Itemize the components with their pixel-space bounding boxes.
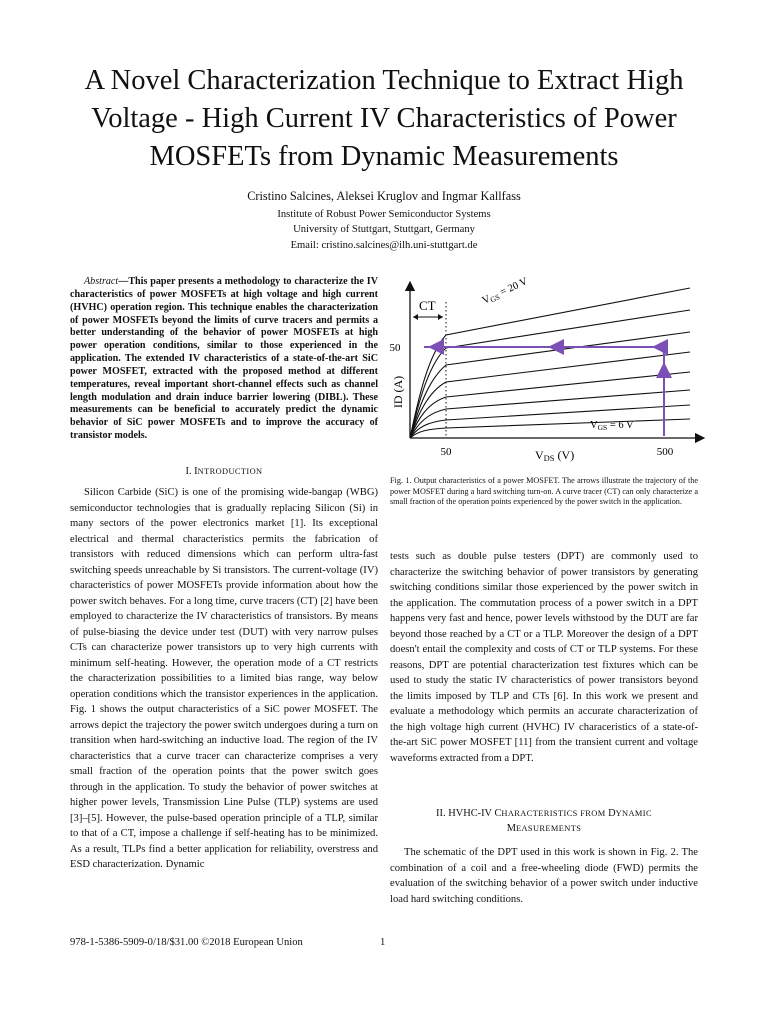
section-2-paragraph: The schematic of the DPT used in this work is shown in Fig. 2. The combination of a coil and a free-wheeling diode (FWD) permits the evaluation of the switching behavior of a power switch under inductive load hard switching conditions. bbox=[390, 847, 698, 905]
figure-1-caption: Fig. 1. Output characteristics of a power MOSFET. The arrows illustrate the trajectory of the power MOSFET during a hard switching turn-on. A curve tracer (CT) can only characterize a small fraction of the operation points experienced by the power switch in the application. bbox=[390, 476, 698, 507]
figure-1-output-characteristics bbox=[380, 272, 710, 472]
abstract bbox=[70, 276, 378, 443]
section-1-number: I. bbox=[185, 466, 192, 477]
y-tick-label: 50 bbox=[389, 342, 401, 354]
introduction-paragraph: Silicon Carbide (SiC) is one of the promising wide-bangap (WBG) semiconductor technologies that is gradually replacing Silicon (Si) in many sectors of the power electronics market [1]. Its exceptional electrical and thermal characteristics permits the fabrication of transistors with reduced dimensions which can perform ultra-fast switching speeds unreachable by Si transistors. The current-voltage (IV) characteristics of power MOSFETs provide information about how the power switch behaves. For a long time, curve tracers (CT) [2] have been employed to characterize the IV characteristics of transistors. By means of pulse-biasing the device under test (DUT) with very narrow pulses CTs can characterize power transistors up to very high currents with minimum self-heating. However, the operation mode of a CT restricts the characterization possibilities to a limited bias range, way below operation conditions which the transistor experiences in the application. Fig. 1 shows the output characteristics of a SiC power MOSFET. The arrows depict the trajectory the power switch undergoes during a turn on transition when hard-switching an inductive load. The region of the IV characteristics that a curve tracer can characterize comprises a very small fraction of the operation points that the power switch goes through in the application. To study the behavior of power switches at higher power levels, Transmission Line Pulse (TLP) systems are used [3]–[5]. However, the pulse-based operation principle of a TLP, similar to that of a CT, impose a challenge if self-heating has to be minimized. As a result, TLPs find a better application for reliability, overstress and ESD characterization. Dynamic bbox=[70, 487, 378, 870]
section-1-title-initial: I bbox=[194, 466, 198, 477]
section-1-title-rest: NTRODUCTION bbox=[197, 467, 263, 476]
x-tick-label-50: 50 bbox=[440, 446, 452, 458]
section-1-heading bbox=[70, 464, 378, 479]
section-2-number: II. bbox=[436, 808, 446, 819]
section-2-title-c: D bbox=[608, 808, 616, 819]
x-tick-label-500: 500 bbox=[656, 446, 674, 458]
continuation-paragraph: tests such as double pulse testers (DPT) are commonly used to characterize the switching behavior of power transistors by generating switching conditions similar those experienced by the power switch in the application. The commutation process of a power switch in a DPT happens very fast and hence, power levels withstood by the DUT are far beyond those reached by a CT or a TLP. Moreover the design of a DPT doesn't entail the complexity and costs of CT or TLP systems. For these reasons, DPT are potential characterization test fixtures which can be used to study the static IV characteristics of power transistors beyond the limits imposed by TLP and CTs [6]. In this work we present and evaluate a methodology which permits an accurate characterization of the high voltage high current (HVHC) IV characeristics of a state-of-the-art SiC power MOSFET [11] from the transient current and voltage waveforms extracted from a DPT. bbox=[390, 551, 698, 764]
y-axis-label: ID (A) bbox=[391, 375, 405, 409]
abstract-text: This paper presents a methodology to characterize the IV characteristics of power MOSFETs at high voltage and high current (HVHC) operation region. This technique enables the characterization of power MOSFETs beyond the limits of curve tracers and permits a better understanding of the behavior of power MOSFETs at high power operation conditions, similar to those experienced in the application. The extended IV characteristics of a state-of-the-art SiC power MOSFET, extracted with the proposed method at different temperatures, reveal important short-channel effects such as channel length modulation and drain induce barrier lowering (DIBL). These measurements can be beneficial to accurately predict the dynamic behavior of SiC power MOSFETs and to improve the accuracy of transistor models. bbox=[70, 276, 378, 442]
vgs-max-label: VGS = 20 V bbox=[480, 276, 530, 307]
abstract-dash: — bbox=[118, 276, 129, 287]
introduction-body bbox=[70, 485, 378, 873]
figure-axes bbox=[410, 286, 700, 438]
paper-title: A Novel Characterization Technique to Extract High Voltage - High Current IV Characteristics of Power MOSFETs from Dynamic Measurements bbox=[84, 65, 684, 172]
output-curves bbox=[410, 288, 690, 438]
section-2-title-line2-b: EASUREMENTS bbox=[515, 824, 582, 833]
x-axis-label: VDS (V) bbox=[535, 448, 575, 463]
affiliation bbox=[40, 207, 728, 253]
affiliation-university: University of Stuttgart, Stuttgart, Germany bbox=[293, 224, 475, 236]
section-2-title-b: HARACTERISTICS FROM bbox=[501, 809, 609, 818]
section-2-heading bbox=[390, 806, 698, 836]
author-list: Cristino Salcines, Aleksei Kruglov and Ingmar Kallfass bbox=[247, 189, 521, 203]
abstract-label: Abstract bbox=[84, 276, 119, 287]
copyright-footer: 978-1-5386-5909-0/18/$31.00 ©2018 European Union bbox=[70, 937, 303, 948]
section-2-title-line2-a: M bbox=[506, 823, 516, 834]
affiliation-institute: Institute of Robust Power Semiconductor Systems bbox=[277, 209, 491, 220]
ct-range-arrow bbox=[413, 314, 443, 320]
introduction-continuation bbox=[390, 549, 698, 766]
affiliation-email: Email: cristino.salcines@ilh.uni-stuttgart.de bbox=[290, 239, 478, 251]
section-2-title-a: HVHC-IV C bbox=[448, 808, 502, 819]
ct-label: CT bbox=[419, 298, 436, 313]
page-number: 1 bbox=[380, 937, 386, 948]
section-2-body bbox=[390, 845, 698, 907]
section-2-title-d: YNAMIC bbox=[615, 809, 652, 818]
vgs-min-label: VGS = 6 V bbox=[590, 420, 634, 432]
